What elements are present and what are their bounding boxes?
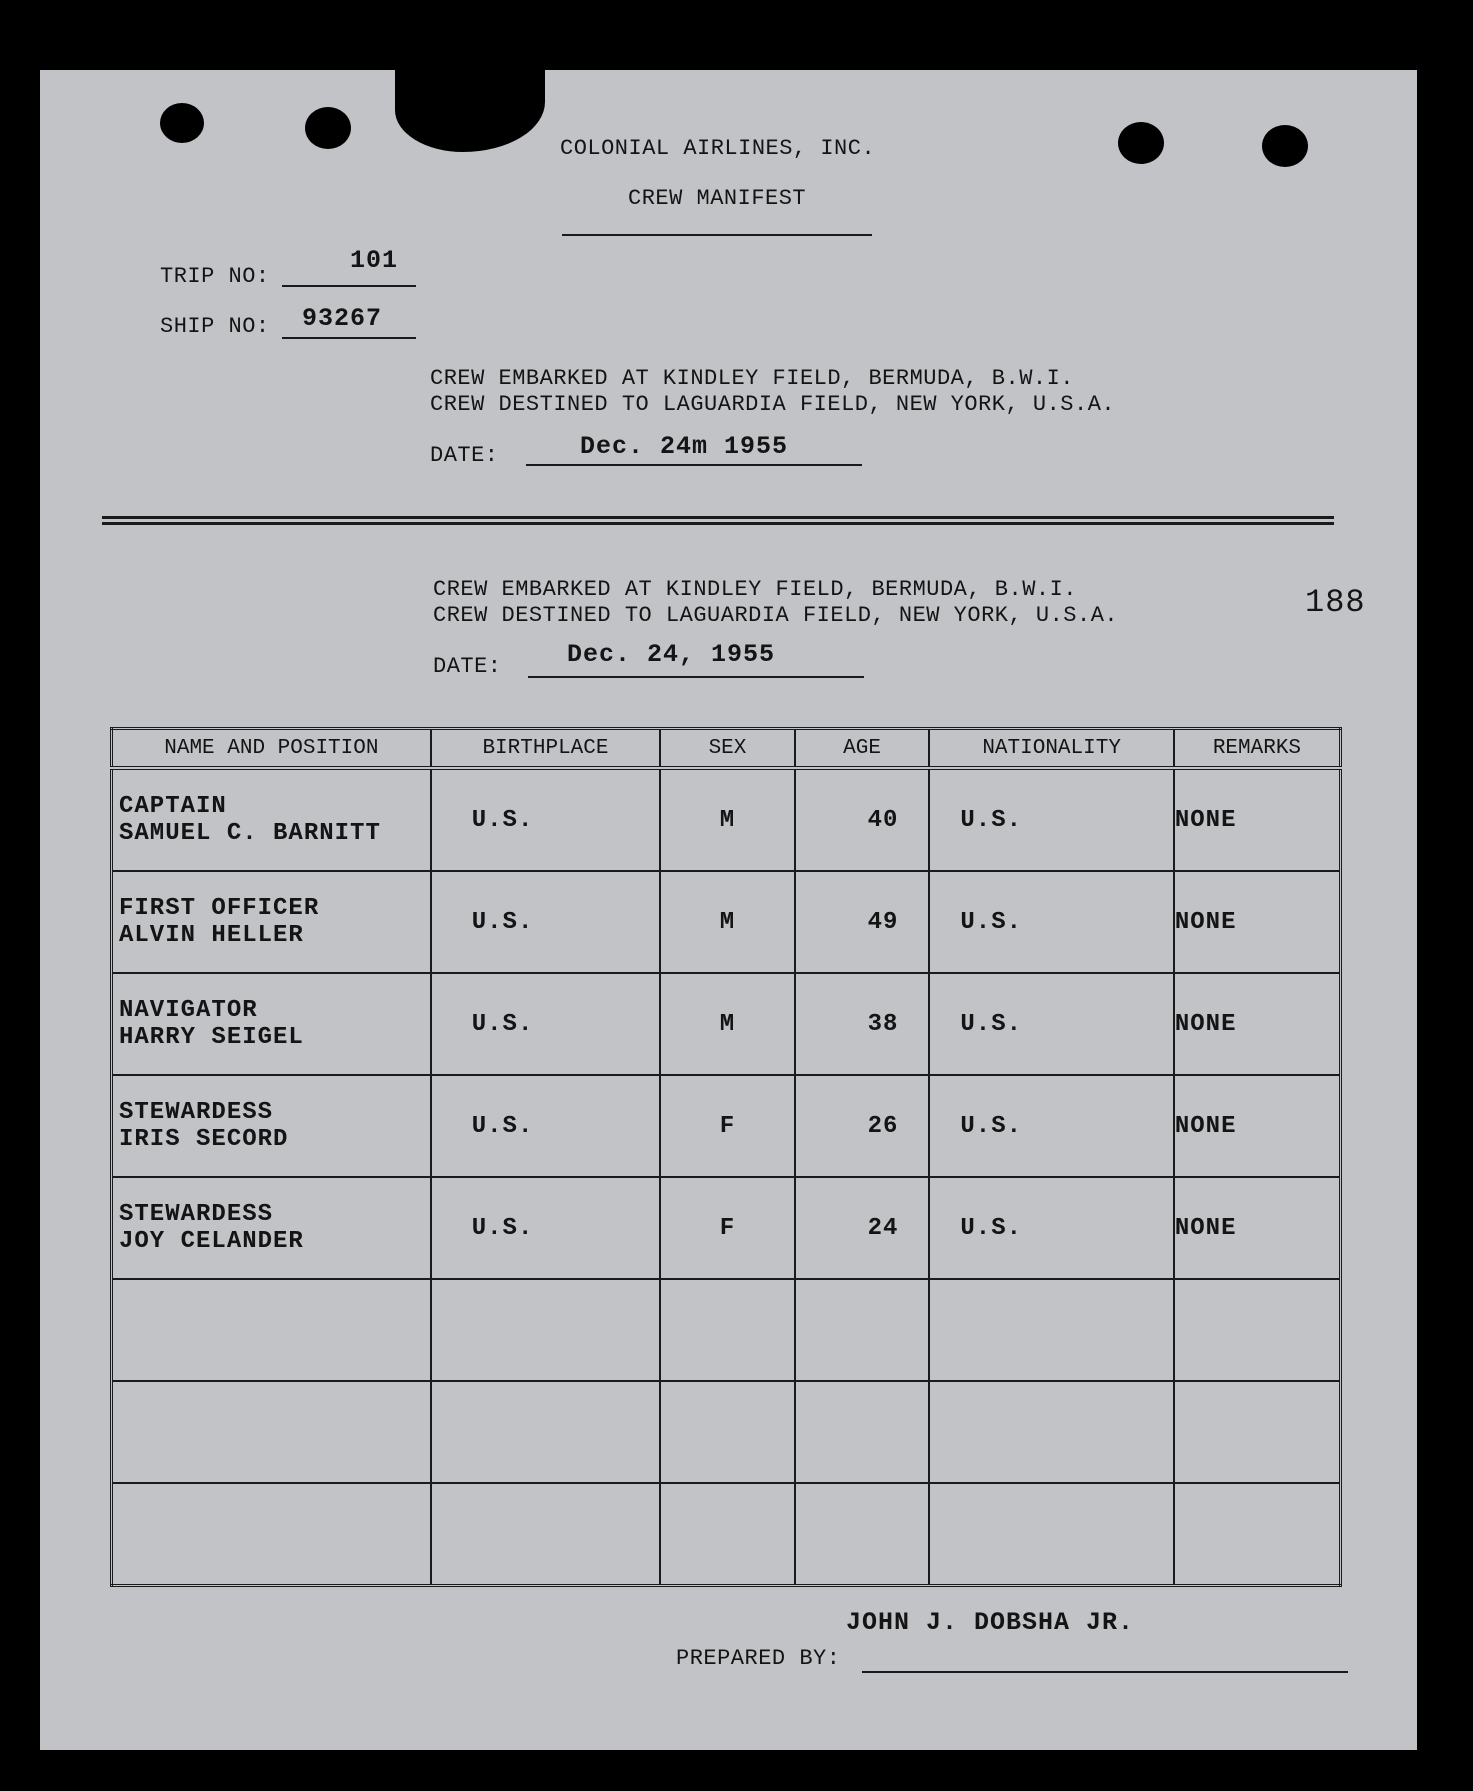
cell-name-position [112,1177,431,1279]
document-title: CREW MANIFEST [628,186,807,211]
date-label-2: DATE: [433,654,502,679]
crew-position: STEWARDESS [119,1099,274,1126]
cell-birthplace: U.S. [431,1177,660,1279]
cell-remarks: NONE [1174,871,1341,973]
crew-name: JOY CELANDER [119,1228,304,1255]
table-row [112,1177,1341,1279]
date-value-2: Dec. 24, 1955 [567,640,776,669]
crew-position: NAVIGATOR [119,997,258,1024]
punch-hole-right-1 [1118,122,1164,164]
cell-remarks: NONE [1174,1177,1341,1279]
crew-name: SAMUEL C. BARNITT [119,820,381,847]
cell-remarks: NONE [1174,973,1341,1075]
cell-name-position [112,871,431,973]
cell-remarks: NONE [1174,768,1341,871]
table-row [112,973,1341,1075]
cell-nationality: U.S. [929,768,1173,871]
ship-value: 93267 [302,304,383,333]
preparer-name: JOHN J. DOBSHA JR. [846,1608,1135,1637]
date-underline-2 [528,676,864,678]
col-header-sex: SEX [660,729,795,769]
crew-position: CAPTAIN [119,793,227,820]
cell-nationality: U.S. [929,973,1173,1075]
date-underline-1 [526,464,862,466]
cell-name-position [112,973,431,1075]
punch-hole-left-2 [305,107,351,149]
cell-sex: M [660,768,795,871]
embarked-line-1: CREW EMBARKED AT KINDLEY FIELD, BERMUDA, B.W.I. [430,366,1075,391]
punch-hole-right-2 [1262,125,1308,167]
cell-age: 38 [795,973,930,1075]
destined-line-1: CREW DESTINED TO LAGUARDIA FIELD, NEW YORK, U.S.A. [430,392,1116,417]
destined-line-2: CREW DESTINED TO LAGUARDIA FIELD, NEW YORK, U.S.A. [433,603,1119,628]
cell-age: 40 [795,768,930,871]
trip-value: 101 [350,246,399,275]
crew-position: FIRST OFFICER [119,895,320,922]
empty-table-row [112,1483,1341,1586]
cell-name-position [112,1075,431,1177]
empty-table-row [112,1279,1341,1381]
crew-position: STEWARDESS [119,1201,274,1228]
embarked-line-2: CREW EMBARKED AT KINDLEY FIELD, BERMUDA, B.W.I. [433,577,1078,602]
col-header-age: AGE [795,729,930,769]
cell-nationality: U.S. [929,871,1173,973]
crew-name: IRIS SECORD [119,1126,289,1153]
cell-birthplace: U.S. [431,871,660,973]
trip-underline [282,285,416,287]
cell-birthplace: U.S. [431,768,660,871]
cell-sex: M [660,973,795,1075]
table-row [112,1075,1341,1177]
section-divider-bottom [102,522,1334,525]
cell-sex: F [660,1177,795,1279]
cell-nationality: U.S. [929,1075,1173,1177]
empty-table-row [112,1381,1341,1483]
punch-hole-left-1 [160,103,204,143]
col-header-birthplace: BIRTHPLACE [431,729,660,769]
crew-name: HARRY SEIGEL [119,1024,304,1051]
date-value-1: Dec. 24m 1955 [580,432,789,461]
cell-birthplace: U.S. [431,973,660,1075]
cell-age: 26 [795,1075,930,1177]
company-name: COLONIAL AIRLINES, INC. [560,136,876,161]
crew-table [110,727,1342,1587]
table-row [112,768,1341,871]
page-number: 188 [1305,584,1366,621]
col-header-nationality: NATIONALITY [929,729,1173,769]
cell-sex: M [660,871,795,973]
table-row [112,871,1341,973]
cell-birthplace: U.S. [431,1075,660,1177]
cell-remarks: NONE [1174,1075,1341,1177]
cell-age: 49 [795,871,930,973]
trip-label: TRIP NO: [160,264,270,289]
cell-sex: F [660,1075,795,1177]
table-header-row [112,729,1341,769]
title-underline [562,234,872,236]
signature-line [862,1671,1348,1673]
ship-label: SHIP NO: [160,314,270,339]
prepared-by-label: PREPARED BY: [676,1646,841,1671]
col-header-name: NAME AND POSITION [112,729,431,769]
date-label-1: DATE: [430,443,499,468]
section-divider-top [102,516,1334,519]
col-header-remarks: REMARKS [1174,729,1341,769]
crew-name: ALVIN HELLER [119,922,304,949]
cell-age: 24 [795,1177,930,1279]
ship-underline [282,337,416,339]
cell-name-position [112,768,431,871]
cell-nationality: U.S. [929,1177,1173,1279]
